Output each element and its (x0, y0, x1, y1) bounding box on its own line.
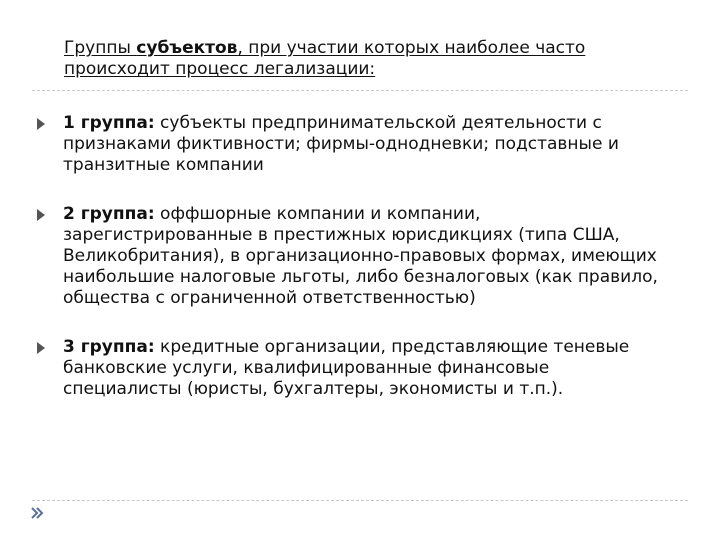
double-chevron-icon[interactable] (30, 506, 44, 520)
item-label: 3 группа: (63, 337, 155, 357)
item-text: оффшорные компании и компании, зарегистрированные в престижных юрисдикциях (типа США, Великобритания), в организационно-правовых формах, имеющих наибольшие налоговые льготы, либо безналоговых (как правило, общества с ограниченной ответственностью) (63, 204, 658, 308)
slide-title (64, 38, 664, 80)
list-item-group-2 (63, 204, 663, 309)
title-text-start: Группы (64, 38, 137, 58)
item-text: кредитные организации, представляющие теневые банковские услуги, квалифицированные финансовые специалисты (юристы, бухгалтеры, экономисты и т.п.). (63, 337, 630, 399)
triangle-bullet-icon (37, 209, 45, 221)
bottom-divider (32, 500, 688, 501)
top-divider (32, 90, 688, 91)
title-bold-word: субъектов (136, 38, 238, 58)
list-item-group-1 (63, 113, 663, 176)
item-label: 2 группа: (63, 204, 155, 224)
triangle-bullet-icon (37, 118, 45, 130)
title-text-end: , при участии которых наиболее часто происходит процесс легализации: (64, 38, 586, 79)
list-item-group-3 (63, 337, 663, 400)
item-label: 1 группа: (63, 113, 155, 133)
triangle-bullet-icon (37, 342, 45, 354)
item-text: субъекты предпринимательской деятельности с признаками фиктивности; фирмы-однодневки; подставные и транзитные компании (63, 113, 619, 175)
